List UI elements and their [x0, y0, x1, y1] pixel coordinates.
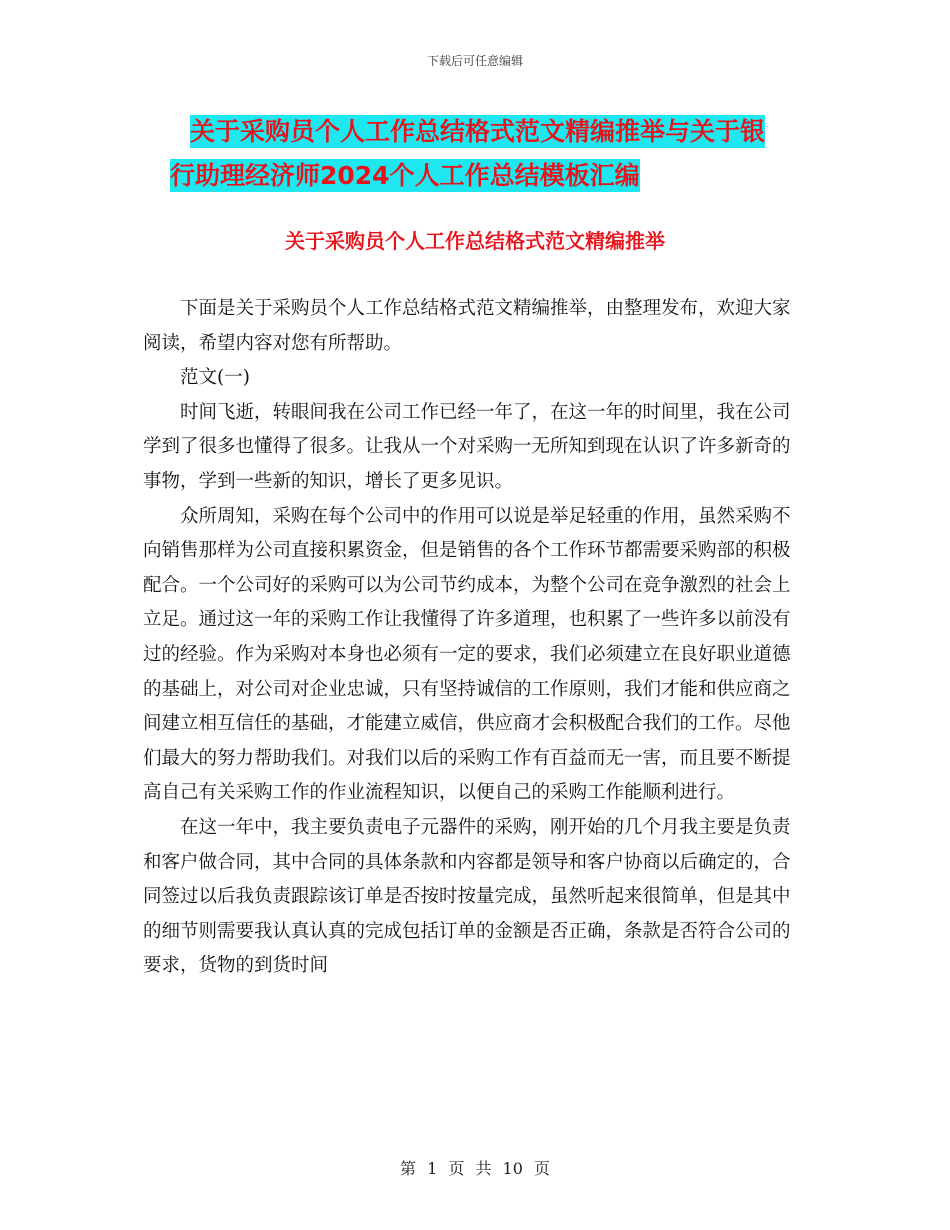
section-title: 关于采购员个人工作总结格式范文精编推举: [285, 229, 665, 253]
paragraph-3: 在这一年中，我主要负责电子元器件的采购，刚开始的几个月我主要是负责和客户做合同，其中合同的具体条款和内容都是领导和客户协商以后确定的，合同签过以后我负责跟踪该订单是否按时按量完成，虽然听起来很简单，但是其中的细节则需要我认真认真的完成包括订单的金额是否正确，条款是否符合公司的要求，货物的到货时间: [143, 816, 791, 977]
paragraph-2: 众所周知，采购在每个公司中的作用可以说是举足轻重的作用，虽然采购不向销售那样为公司直接积累资金，但是销售的各个工作环节都需要采购部的积极配合。一个公司好的采购可以为公司节约成本，为整个公司在竞争激烈的社会上立足。通过这一年的采购工作让我懂得了许多道理，也积累了一些许多以前没有过的经验。作为采购对本身也必须有一定的要求，我们必须建立在良好职业道德的基础上，对公司对企业忠诚，只有坚持诚信的工作原则，我们才能和供应商之间建立相互信任的基础，才能建立威信，供应商才会积极配合我们的工作。尽他们最大的努力帮助我们。对我们以后的采购工作有百益而无一害，而且要不断提高自己有关采购工作的作业流程知识，以便自己的采购工作能顺利进行。: [143, 505, 791, 804]
title-line-1-text: 关于采购员个人工作总结格式范文精编推举与关于银: [190, 117, 766, 146]
title-line-2-text: 行助理经济师2024个人工作总结模板汇编: [170, 161, 640, 190]
page-number: 第 1 页 共 10 页: [400, 1159, 550, 1178]
document-title: [170, 110, 810, 198]
paragraph-intro: 下面是关于采购员个人工作总结格式范文精编推举，由整理发布，欢迎大家阅读，希望内容对您有所帮助。: [143, 298, 791, 354]
title-line-1: [190, 110, 810, 154]
paragraph-1: 时间飞逝，转眼间我在公司工作已经一年了，在这一年的时间里，我在公司学到了很多也懂得了很多。让我从一个对采购一无所知到现在认识了许多新奇的事物，学到一些新的知识，增长了更多见识。: [143, 401, 791, 492]
title-line-2: [170, 154, 810, 198]
body-text: [143, 292, 805, 984]
header-note: 下载后可任意编辑: [426, 54, 523, 68]
paragraph-sample-heading: 范文(一): [180, 367, 250, 389]
